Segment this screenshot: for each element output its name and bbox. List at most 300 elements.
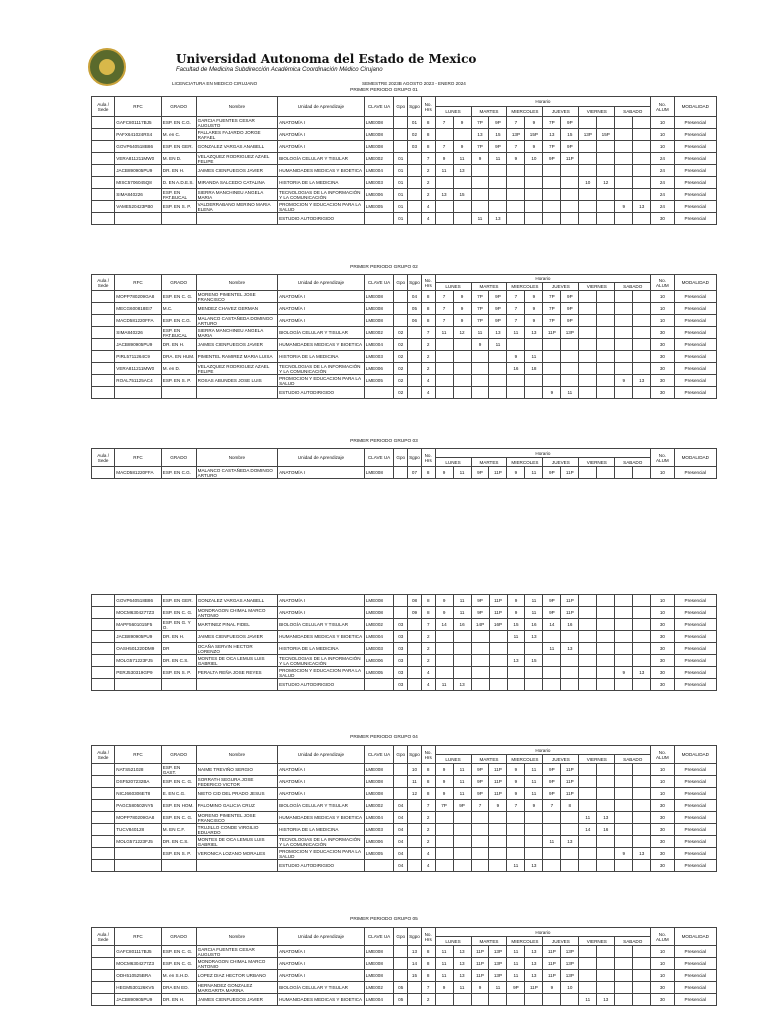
modalidad-cell: Presencial (674, 165, 717, 177)
schedule-cell: 11 (525, 776, 543, 788)
schedule-cell (633, 994, 651, 1006)
schedule-cell (435, 848, 453, 860)
schedule-cell: 7 (471, 800, 489, 812)
column-header-rfc: RFC (115, 275, 162, 291)
gpo-cell: 03 (394, 679, 408, 691)
unidad-cell: TECNOLOGIAS DE LA INFORMACIÓN Y LA COMUNICACIÓN (278, 836, 365, 848)
schedule-cell (471, 363, 489, 375)
schedule-cell: 15P (597, 129, 615, 141)
schedule-cell: 11P (471, 958, 489, 970)
schedule-cell (633, 631, 651, 643)
schedule-cell: 11 (579, 812, 597, 824)
schedule-cell: 13P (579, 129, 597, 141)
group-title: PRIMER PERIODO GRUPO 04 (350, 735, 418, 740)
sgpo-cell (408, 679, 422, 691)
schedule-cell (633, 655, 651, 667)
aula-cell (92, 848, 115, 860)
column-header-lunes: LUNES (435, 107, 471, 117)
sgpo-cell: 09 (408, 607, 422, 619)
schedule-cell: 10 (561, 982, 579, 994)
alum-cell: 10 (651, 129, 674, 141)
schedule-cell (633, 129, 651, 141)
gpo-cell: 02 (394, 327, 408, 339)
column-header-alum: No. ALUM (651, 275, 674, 291)
schedule-cell (471, 836, 489, 848)
table-row (92, 607, 717, 619)
schedule-cell (579, 351, 597, 363)
unidad-cell: PROMOCION Y EDUCACION PARA LA SALUD (278, 375, 365, 387)
schedule-cell (633, 788, 651, 800)
grado-cell: ESP. EN C. G. (161, 607, 196, 619)
schedule-cell (579, 303, 597, 315)
schedule-cell: 9 (507, 776, 525, 788)
hrs-cell: 2 (421, 655, 435, 667)
schedule-cell (453, 177, 471, 189)
schedule-cell (525, 387, 543, 399)
column-header-clave: CLAVE UA (364, 97, 394, 117)
rfc-cell: MOLG571223FJ5 (115, 836, 162, 848)
schedule-cell: 11 (525, 467, 543, 479)
schedule-cell: 11P (489, 595, 507, 607)
hrs-cell: 8 (421, 764, 435, 776)
modalidad-cell: Presencial (674, 291, 717, 303)
clave-cell: LME002 (364, 327, 394, 339)
schedule-cell: 13 (453, 958, 471, 970)
schedule-cell: 7 (435, 315, 453, 327)
hrs-cell: 2 (421, 643, 435, 655)
modalidad-cell: Presencial (674, 788, 717, 800)
grado-cell: ESP. EN C. G. (161, 812, 196, 824)
alum-cell: 10 (651, 788, 674, 800)
schedule-cell: 9 (471, 339, 489, 351)
schedule-cell (453, 201, 471, 213)
modalidad-cell: Presencial (674, 667, 716, 679)
sgpo-cell (408, 812, 422, 824)
hrs-cell: 4 (421, 201, 435, 213)
schedule-cell: 11P (561, 595, 579, 607)
schedule-cell: 11 (561, 387, 579, 399)
schedule-cell: 11P (489, 607, 507, 619)
sgpo-cell: 03 (408, 141, 422, 153)
hrs-cell: 8 (421, 117, 435, 129)
nombre-cell: GARCIA FUENTES CESAR AUGUSTO (196, 946, 277, 958)
gpo-cell: 02 (394, 363, 408, 375)
hrs-cell: 8 (421, 970, 435, 982)
schedule-cell (561, 165, 579, 177)
schedule-cell: 11 (489, 339, 507, 351)
schedule-cell (561, 339, 579, 351)
sgpo-cell (408, 824, 422, 836)
schedule-cell: 7P (543, 141, 561, 153)
modalidad-cell: Presencial (674, 315, 717, 327)
rfc-cell: ROAL751125AC4 (115, 375, 162, 387)
alum-cell: 30 (651, 631, 674, 643)
schedule-cell: 15 (561, 129, 579, 141)
schedule-cell (543, 375, 561, 387)
schedule-cell: 7 (507, 141, 525, 153)
column-header-gpo: Gpo (394, 449, 408, 467)
hrs-cell: 2 (421, 631, 435, 643)
aula-cell (92, 860, 115, 872)
nombre-cell: MARTINEZ PINAL FIDEL (196, 619, 277, 631)
hrs-cell: 8 (421, 141, 435, 153)
column-header-alum: No. ALUM (651, 449, 674, 467)
schedule-cell: 13 (633, 201, 651, 213)
clave-cell: LME008 (364, 291, 394, 303)
sgpo-cell (408, 363, 422, 375)
alum-cell: 30 (651, 655, 674, 667)
clave-cell: LME002 (364, 619, 394, 631)
table-row (92, 776, 717, 788)
schedule-cell (489, 860, 507, 872)
schedule-cell (615, 117, 633, 129)
schedule-cell: 9P (489, 303, 507, 315)
column-header-miercoles: MIERCOLES (507, 937, 543, 946)
modalidad-cell: Presencial (674, 994, 717, 1006)
modalidad-cell: Presencial (674, 848, 717, 860)
schedule-cell: 13 (471, 129, 489, 141)
grado-cell: ESP. EN C.G. (161, 117, 196, 129)
schedule-cell (597, 315, 615, 327)
schedule-cell (615, 129, 633, 141)
clave-cell (364, 387, 394, 399)
schedule-cell (453, 848, 471, 860)
schedule-cell (561, 201, 579, 213)
schedule-cell (597, 800, 615, 812)
schedule-cell (597, 363, 615, 375)
clave-cell: LME004 (364, 339, 394, 351)
column-header-clave: CLAVE UA (364, 275, 394, 291)
clave-cell: LME008 (364, 788, 394, 800)
gpo-cell (394, 788, 408, 800)
schedule-cell (615, 788, 633, 800)
schedule-cell (615, 467, 633, 479)
schedule-cell (615, 982, 633, 994)
rfc-cell: MECG600818EI7 (115, 303, 162, 315)
schedule-cell: 9P (561, 303, 579, 315)
schedule-cell: 9P (543, 607, 561, 619)
schedule-cell: 9 (543, 982, 561, 994)
group-title: PRIMER PERIODO GRUPO 05 (350, 917, 418, 922)
schedule-cell: 11 (435, 165, 453, 177)
schedule-cell: 11P (543, 327, 561, 339)
schedule-cell: 13 (489, 327, 507, 339)
schedule-cell: 9P (543, 467, 561, 479)
schedule-cell (561, 631, 579, 643)
schedule-cell (633, 117, 651, 129)
schedule-cell (579, 788, 597, 800)
schedule-cell (633, 351, 651, 363)
clave-cell: LME008 (364, 970, 394, 982)
rfc-cell: MOCM6304277Z3 (115, 958, 162, 970)
schedule-cell (597, 643, 615, 655)
schedule-cell (597, 351, 615, 363)
schedule-cell (471, 824, 489, 836)
column-header-miercoles: MIERCOLES (507, 107, 543, 117)
rfc-cell: MOPP780209GA8 (115, 291, 162, 303)
schedule-cell: 11 (453, 764, 471, 776)
grado-cell: M. en C. (161, 129, 196, 141)
schedule-cell (579, 291, 597, 303)
aula-cell (92, 291, 115, 303)
unidad-cell: TECNOLOGIAS DE LA INFORMACIÓN Y LA COMUNICACIÓN (278, 189, 365, 201)
schedule-cell (597, 339, 615, 351)
schedule-cell: 13 (525, 958, 543, 970)
modalidad-cell: Presencial (674, 213, 717, 225)
column-header-sgpo: Sgpo (408, 449, 422, 467)
rfc-cell: GAFC801117BJ5 (115, 117, 162, 129)
sgpo-cell (408, 351, 422, 363)
rfc-cell: MACD581220FFA (115, 467, 162, 479)
unidad-cell: BIOLOGÍA CELULAR Y TISULAR (278, 982, 365, 994)
schedule-cell (507, 824, 525, 836)
sgpo-cell (408, 982, 422, 994)
schedule-cell: 11 (507, 860, 525, 872)
clave-cell: LME002 (364, 800, 394, 812)
schedule-cell (525, 339, 543, 351)
schedule-cell (615, 958, 633, 970)
schedule-cell: 7 (435, 303, 453, 315)
hrs-cell: 2 (421, 824, 435, 836)
schedule-cell: 11P (471, 970, 489, 982)
column-header-grado: GRADO (161, 449, 196, 467)
hrs-cell: 8 (421, 129, 435, 141)
schedule-cell (615, 800, 633, 812)
table-row (92, 375, 717, 387)
hrs-cell: 7 (421, 327, 435, 339)
schedule-cell (579, 631, 597, 643)
gpo-cell: 01 (394, 177, 408, 189)
schedule-cell (597, 595, 615, 607)
schedule-cell (615, 607, 633, 619)
schedule-cell: 8 (561, 800, 579, 812)
sgpo-cell (408, 994, 422, 1006)
aula-cell (92, 315, 115, 327)
schedule-cell (507, 339, 525, 351)
modalidad-cell: Presencial (674, 363, 717, 375)
schedule-cell (615, 812, 633, 824)
clave-cell: LME008 (364, 946, 394, 958)
schedule-cell (597, 970, 615, 982)
grado-cell: D. EN A.D.E.S. (161, 177, 196, 189)
nombre-cell: JAIMES CIENFUEGOS JAVIER (196, 994, 277, 1006)
schedule-cell (597, 375, 615, 387)
nombre-cell (196, 213, 277, 225)
aula-cell (92, 387, 115, 399)
column-header-viernes: VIERNES (579, 755, 615, 764)
table-row (92, 595, 717, 607)
alum-cell: 30 (651, 836, 674, 848)
unidad-cell: ANATOMÍA I (278, 607, 365, 619)
schedule-cell: 11 (489, 982, 507, 994)
table-row (92, 958, 717, 970)
nombre-cell: PIMENTEL RAMIREZ MARIA LUISA (196, 351, 277, 363)
table-row (92, 824, 717, 836)
nombre-cell: MORENO PIMENTEL JOSE FRANCISCO (196, 291, 277, 303)
schedule-cell (579, 213, 597, 225)
clave-cell: LME006 (364, 363, 394, 375)
modalidad-cell: Presencial (674, 339, 717, 351)
schedule-cell: 9 (435, 607, 453, 619)
modalidad-cell: Presencial (674, 679, 716, 691)
aula-cell (92, 812, 115, 824)
schedule-cell (489, 667, 507, 679)
schedule-cell (435, 351, 453, 363)
schedule-cell (579, 363, 597, 375)
schedule-cell (471, 655, 489, 667)
modalidad-cell: Presencial (674, 375, 717, 387)
rfc-cell: MAPF5601015F5 (115, 619, 162, 631)
nombre-cell: ROSAS ABUNDES JOSE LUIS (196, 375, 277, 387)
schedule-cell (615, 303, 633, 315)
schedule-cell (597, 958, 615, 970)
schedule-cell (489, 177, 507, 189)
schedule-cell (489, 994, 507, 1006)
schedule-cell: 13P (489, 958, 507, 970)
clave-cell: LME003 (364, 824, 394, 836)
schedule-cell (633, 776, 651, 788)
hrs-cell: 2 (421, 994, 435, 1006)
table-row (92, 619, 717, 631)
schedule-cell: 13 (453, 679, 471, 691)
schedule-cell: 9P (489, 141, 507, 153)
clave-cell: LME003 (364, 177, 394, 189)
grado-cell: ESP. EN PAT.BUCAL (161, 327, 196, 339)
grado-cell: ESP. EN C. G. (161, 291, 196, 303)
modalidad-cell: Presencial (674, 129, 717, 141)
schedule-cell (615, 213, 633, 225)
nombre-cell: VALDERRABANO MERINO MARIA ELENA (196, 201, 277, 213)
modalidad-cell: Presencial (674, 153, 717, 165)
table-row (92, 848, 717, 860)
schedule-cell (597, 387, 615, 399)
schedule-table (91, 448, 717, 479)
modalidad-cell: Presencial (674, 764, 717, 776)
clave-cell: LME008 (364, 595, 394, 607)
alum-cell: 24 (651, 165, 674, 177)
schedule-cell (525, 213, 543, 225)
schedule-cell (579, 327, 597, 339)
schedule-cell (615, 387, 633, 399)
table-row (92, 800, 717, 812)
table-row (92, 836, 717, 848)
schedule-cell (435, 363, 453, 375)
table-row (92, 764, 717, 776)
schedule-cell (525, 812, 543, 824)
schedule-cell (435, 339, 453, 351)
schedule-cell: 11 (525, 595, 543, 607)
gpo-cell: 01 (394, 189, 408, 201)
schedule-cell (615, 153, 633, 165)
modalidad-cell: Presencial (674, 619, 716, 631)
aula-cell (92, 788, 115, 800)
table-row (92, 631, 717, 643)
clave-cell: LME005 (364, 667, 394, 679)
schedule-cell: 9 (615, 375, 633, 387)
sgpo-cell: 15 (408, 970, 422, 982)
table-row (92, 860, 717, 872)
grado-cell (161, 860, 196, 872)
alum-cell: 30 (651, 848, 674, 860)
schedule-cell: 9 (453, 303, 471, 315)
alum-cell: 24 (651, 201, 674, 213)
schedule-cell: 9 (525, 117, 543, 129)
alum-cell: 10 (651, 303, 674, 315)
table-row (92, 387, 717, 399)
clave-cell: LME008 (364, 776, 394, 788)
schedule-cell (597, 201, 615, 213)
schedule-cell (579, 607, 597, 619)
schedule-cell: 11 (435, 327, 453, 339)
hrs-cell: 4 (421, 375, 435, 387)
column-header-gpo: Gpo (394, 97, 408, 117)
schedule-cell (579, 467, 597, 479)
rfc-cell: OASH501220DM9 (115, 643, 162, 655)
sgpo-cell: 11 (408, 776, 422, 788)
aula-cell (92, 800, 115, 812)
schedule-cell: 9P (543, 788, 561, 800)
alum-cell: 10 (651, 946, 674, 958)
grado-cell: ESP. EN GER. (161, 595, 196, 607)
schedule-cell (579, 201, 597, 213)
schedule-cell: 9 (453, 117, 471, 129)
column-header-grado: GRADO (161, 746, 196, 764)
grado-cell: ESP. EN C. G. (161, 776, 196, 788)
schedule-cell: 14 (579, 824, 597, 836)
schedule-cell: 13P (507, 129, 525, 141)
clave-cell: LME006 (364, 189, 394, 201)
modalidad-cell: Presencial (674, 467, 717, 479)
schedule-cell: 9 (435, 467, 453, 479)
schedule-cell (597, 165, 615, 177)
aula-cell (92, 824, 115, 836)
gpo-cell: 01 (394, 165, 408, 177)
schedule-cell: 13 (561, 643, 579, 655)
schedule-cell (471, 667, 489, 679)
schedule-cell: 7 (543, 800, 561, 812)
rfc-cell: PIRL5711264C9 (115, 351, 162, 363)
table-row (92, 303, 717, 315)
schedule-cell (633, 982, 651, 994)
nombre-cell: MORENO PIMENTEL JOSE FRANCISCO (196, 812, 277, 824)
table-row (92, 643, 717, 655)
schedule-cell (633, 303, 651, 315)
grado-cell: ESP. EN S. P. (161, 848, 196, 860)
alum-cell: 30 (651, 375, 674, 387)
table-row (92, 327, 717, 339)
nombre-cell: JAIMES CIENFUEGOS JAVIER (196, 631, 277, 643)
nombre-cell: SIERRA MANCHINEU ANGELA MARIA (196, 189, 277, 201)
aula-cell (92, 970, 115, 982)
schedule-cell (507, 679, 525, 691)
hrs-cell: 8 (421, 607, 435, 619)
rfc-cell: GAFC801117BJ5 (115, 946, 162, 958)
column-header-aula: Aula / Sede (92, 449, 115, 467)
schedule-cell (435, 129, 453, 141)
alum-cell: 30 (651, 994, 674, 1006)
unidad-cell: ANATOMÍA I (278, 291, 365, 303)
schedule-cell (579, 643, 597, 655)
schedule-cell (489, 848, 507, 860)
hrs-cell: 8 (421, 958, 435, 970)
group-title: PRIMER PERIODO GRUPO 02 (350, 265, 418, 270)
nombre-cell: MONDRAGON CHIMAL MARCO ANTONIO (196, 958, 277, 970)
schedule-cell: 7 (507, 303, 525, 315)
schedule-cell (579, 315, 597, 327)
aula-cell (92, 958, 115, 970)
schedule-cell (597, 607, 615, 619)
alum-cell: 24 (651, 177, 674, 189)
